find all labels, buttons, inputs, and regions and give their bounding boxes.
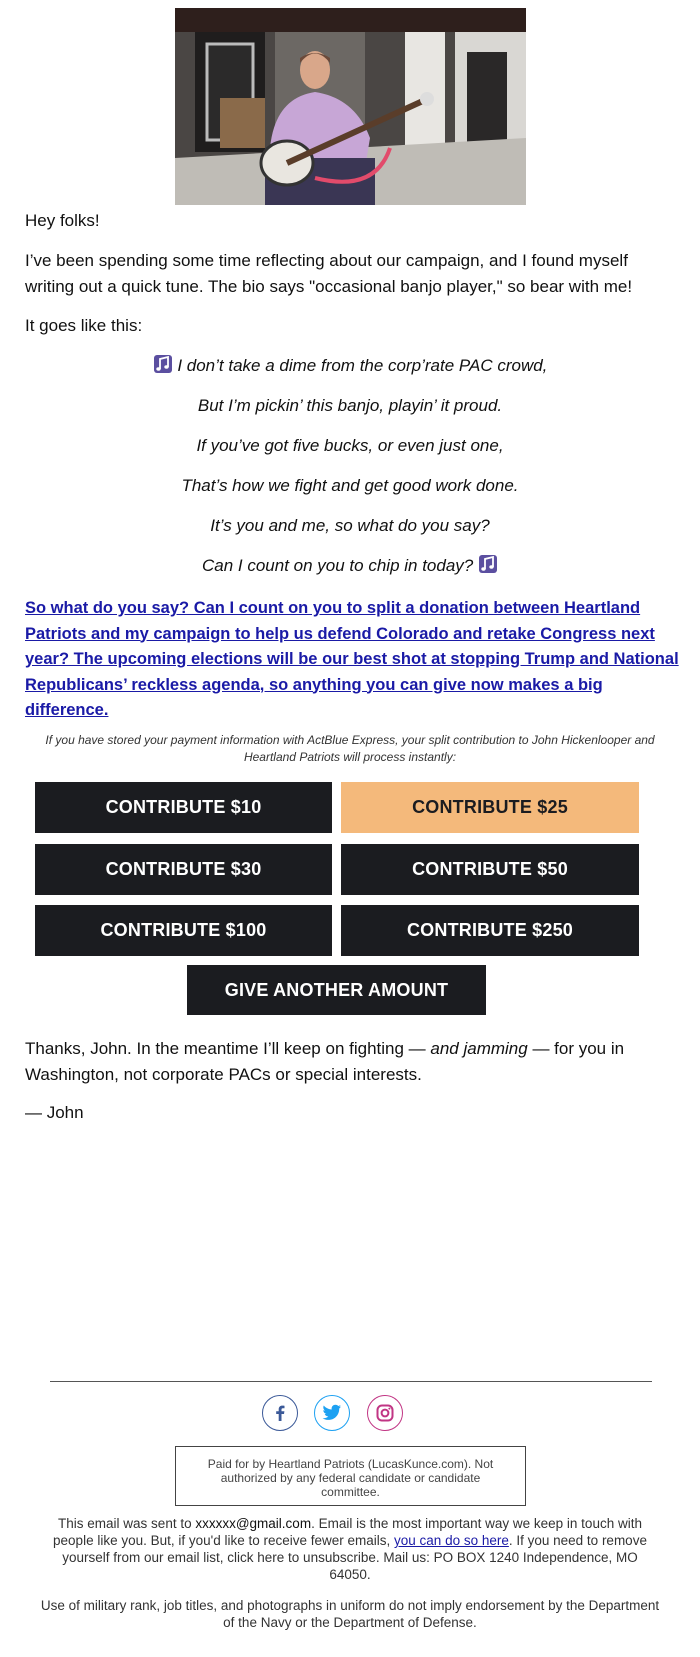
- facebook-icon: [270, 1403, 290, 1423]
- music-notes-icon: [478, 554, 498, 574]
- intro-paragraph: I’ve been spending some time reflecting about our campaign, and I found myself writing out a quick tune. The bio says "occasional banjo player," so bear with me!: [25, 251, 633, 296]
- give-another-amount-button[interactable]: GIVE ANOTHER AMOUNT: [187, 965, 486, 1015]
- lyric-line-5: It’s you and me, so what do you say?: [210, 516, 490, 535]
- lyric-line-4: That’s how we fight and get good work done.: [181, 476, 519, 495]
- instagram-link[interactable]: [367, 1395, 403, 1431]
- music-notes-icon: [153, 354, 173, 374]
- contribute-30-button[interactable]: CONTRIBUTE $30: [35, 844, 332, 895]
- donation-cta-link[interactable]: So what do you say? Can I count on you to split a donation between Heartland Patriots and my campaign to help us defend Colorado and retake Congress next year? The upcoming elections will be our best shot at stopping Trump and National Republicans’ reckless agenda, so anything you can give now makes a big difference.: [25, 599, 679, 719]
- facebook-link[interactable]: [262, 1395, 298, 1431]
- twitter-icon: [322, 1404, 342, 1422]
- lyric-line-6: Can I count on you to chip in today?: [0, 554, 700, 578]
- footer-email-notice: This email was sent to xxxxxx@gmail.com. Email is the most important way we keep in touch with people like you. But, if you'd like to receive fewer emails, you can do so here. If you need to remove yourself from our email list, click here to unsubscribe. Mail us: PO BOX 1240 Independence, MO 64050.: [53, 1516, 647, 1582]
- signoff: — John: [25, 1103, 84, 1122]
- greeting: Hey folks!: [25, 211, 100, 230]
- actblue-note: If you have stored your payment information with ActBlue Express, your split contribution to John Hickenlooper and Heartland Patriots will process instantly:: [45, 733, 655, 764]
- hero-photo: [175, 8, 526, 205]
- twitter-link[interactable]: [314, 1395, 350, 1431]
- contribute-250-button[interactable]: CONTRIBUTE $250: [341, 905, 639, 956]
- contribute-50-button[interactable]: CONTRIBUTE $50: [341, 844, 639, 895]
- contribute-25-button[interactable]: CONTRIBUTE $25: [341, 782, 639, 833]
- lead-in: It goes like this:: [25, 316, 143, 335]
- closing-paragraph: Thanks, John. In the meantime I’ll keep on fighting — and jamming — for you in Washington, not corporate PACs or special interests.: [25, 1039, 625, 1084]
- contribute-10-button[interactable]: CONTRIBUTE $10: [35, 782, 332, 833]
- lyric-line-3: If you’ve got five bucks, or even just one,: [196, 436, 504, 455]
- paid-for-disclaimer: Paid for by Heartland Patriots (LucasKunce.com). Not authorized by any federal candidate or candidate committee.: [175, 1446, 526, 1506]
- military-disclaimer: Use of military rank, job titles, and photographs in uniform do not imply endorsement by the Department of the Navy or the Department of Defense.: [40, 1598, 660, 1630]
- contribute-100-button[interactable]: CONTRIBUTE $100: [35, 905, 332, 956]
- instagram-icon: [375, 1403, 395, 1423]
- recipient-email: xxxxxx@gmail.com: [195, 1516, 312, 1531]
- banjo-player-illustration: [175, 8, 526, 205]
- lyric-line-2: But I’m pickin’ this banjo, playin’ it proud.: [197, 396, 503, 415]
- fewer-emails-link[interactable]: you can do so here: [394, 1533, 509, 1548]
- footer-divider: [50, 1381, 652, 1382]
- lyric-line-1: I don’t take a dime from the corp’rate PAC crowd,: [0, 354, 700, 378]
